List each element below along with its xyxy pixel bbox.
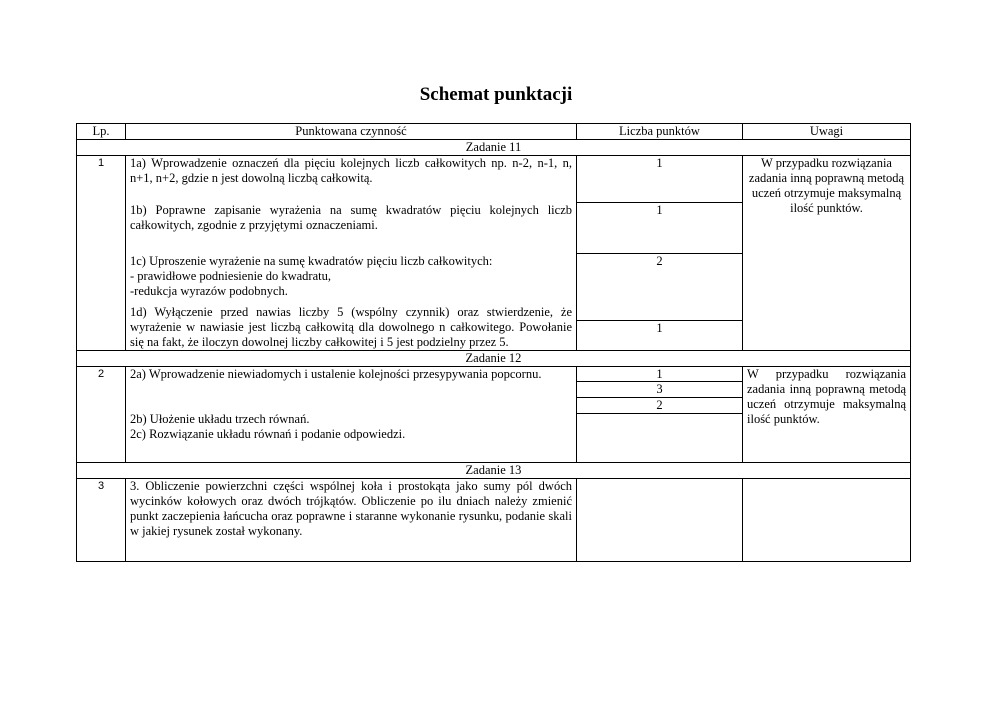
task-12-description (126, 367, 577, 463)
task-11-row (77, 156, 911, 351)
points-2a: 1 (577, 367, 742, 382)
task-header-row (77, 351, 911, 367)
item-2a: 2a) Wprowadzenie niewiadomych i ustalenie kolejności przesypywania popcornu. (130, 367, 542, 381)
task-header-row (77, 463, 911, 479)
scoring-table (76, 123, 911, 562)
task-header-row (77, 140, 911, 156)
points-1c: 2 (577, 254, 742, 321)
task-11-points (577, 156, 743, 351)
task-11-heading: Zadanie 11 (77, 140, 911, 156)
item-1c: 1c) Uproszenie wyrażenie na sumę kwadratów pięciu liczb całkowitych: (130, 254, 493, 268)
task-12-uwagi: W przypadku rozwiązania zadania inną poprawną metodą uczeń otrzymuje maksymalną ilość punktów. (743, 367, 911, 463)
header-lp: Lp. (77, 124, 126, 140)
item-1c-sub1: - prawidłowe podniesienie do kwadratu, (130, 269, 331, 283)
task-12-heading: Zadanie 12 (77, 351, 911, 367)
item-1b: 1b) Poprawne zapisanie wyrażenia na sumę kwadratów pięciu kolejnych liczb całkowitych, zgodnie z przyjętymi oznaczeniami. (130, 203, 572, 232)
item-1d: 1d) Wyłączenie przed nawias liczby 5 (wspólny czynnik) oraz stwierdzenie, że wyrażenie w nawiasie jest liczbą całkowitą dla dowolnego n całkowitego. Powołanie się na fakt, że iloczyn dowolnej liczby całkowitej i 5 jest podzielny przez 5. (130, 305, 572, 349)
points-1a: 1 (577, 156, 742, 203)
header-row (77, 124, 911, 140)
task-13-heading: Zadanie 13 (77, 463, 911, 479)
task-12-points (577, 367, 743, 463)
header-uwagi: Uwagi (743, 124, 911, 140)
points-1d: 1 (656, 321, 663, 335)
task-13-description (126, 479, 577, 562)
task-11-uwagi: W przypadku rozwiązania zadania inną poprawną metodą uczeń otrzymuje maksymalną ilość punktów. (743, 156, 911, 351)
task-13-lp: 3 (77, 479, 126, 562)
header-punkty: Liczba punktów (577, 124, 743, 140)
item-3: 3. Obliczenie powierzchni części wspólnej koła i prostokąta jako sumy pól dwóch wycinków kołowych oraz dwóch trójkątów. Obliczenie po ilu dniach należy zmienić punkt zaczepienia łańcucha oraz poprawne i staranne wykonanie rysunku, podanie skali w jakiej rysunek został wykonany. (130, 479, 572, 538)
task-11-lp: 1 (77, 156, 126, 351)
item-1c-sub2: -redukcja wyrazów podobnych. (130, 284, 288, 298)
task-13-uwagi (743, 479, 911, 562)
task-12-row (77, 367, 911, 463)
task-11-description (126, 156, 577, 351)
task-13-row (77, 479, 911, 562)
header-czynnosc: Punktowana czynność (126, 124, 577, 140)
item-1a: 1a) Wprowadzenie oznaczeń dla pięciu kolejnych liczb całkowitych np. n-2, n-1, n, n+1, n+2, gdzie n jest dowolną liczbą całkowitą. (130, 156, 572, 185)
item-2b: 2b) Ułożenie układu trzech równań. (130, 412, 310, 426)
task-12-lp: 2 (77, 367, 126, 463)
points-2b: 3 (577, 382, 742, 398)
points-2c: 2 (577, 398, 742, 414)
page-title: Schemat punktacji (419, 84, 573, 105)
points-1b: 1 (577, 203, 742, 254)
item-2c: 2c) Rozwiązanie układu równań i podanie odpowiedzi. (130, 427, 406, 441)
task-13-points (577, 479, 743, 562)
